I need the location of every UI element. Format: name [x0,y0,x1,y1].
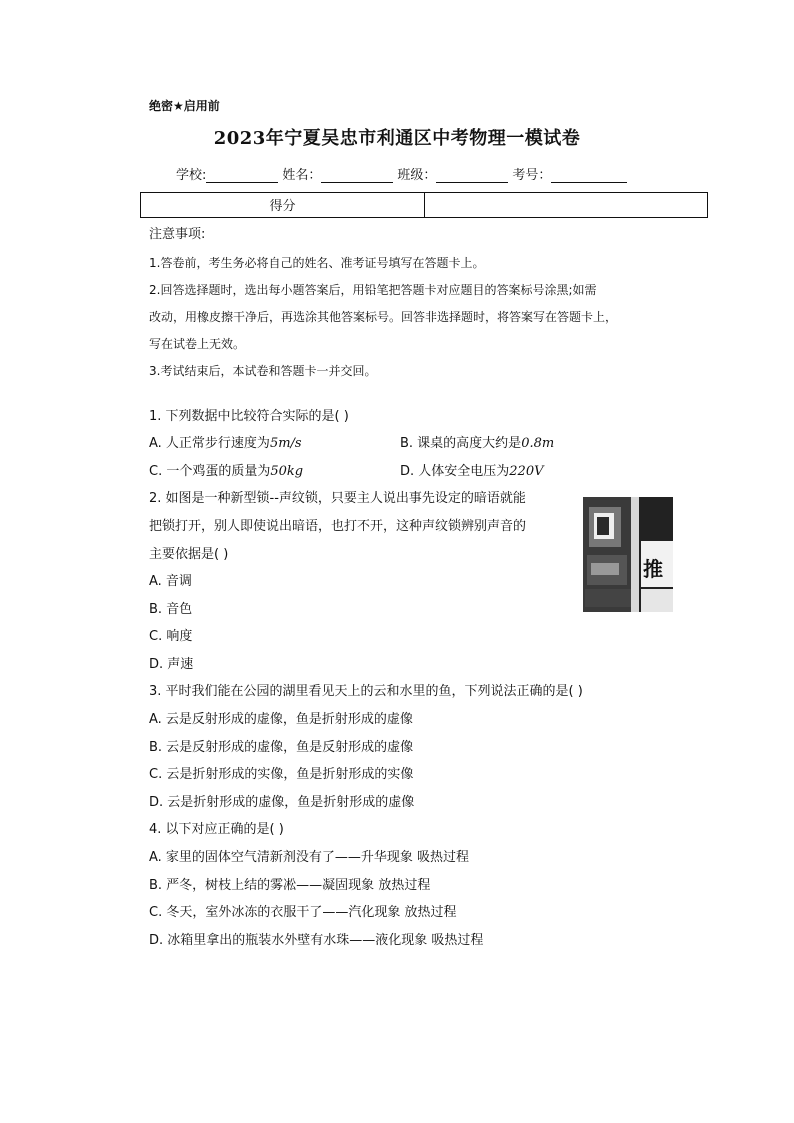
question-2-option-c: C. 响度 [149,629,193,644]
class-label: 班级： [397,168,437,183]
question-1-option-c [149,460,303,479]
note-line: 1.答卷前，考生务必将自己的姓名、准考证号填写在答题卡上。 [149,256,485,270]
exam-no-label: 考号： [512,168,552,183]
name-label: 姓名： [282,168,322,183]
score-label: 得分 [141,193,425,217]
question-3-option-b: B. 云是反射形成的虚像，鱼是反射形成的虚像 [149,740,414,755]
option-value: 220V [509,464,544,479]
question-1-stem: 1. 下列数据中比较符合实际的是( ) [149,409,349,424]
question-1-option-b [400,432,554,451]
question-4-option-c: C. 冬天，室外冰冻的衣服干了——汽化现象 放热过程 [149,905,457,920]
option-value: 5m/s [269,436,302,451]
class-field[interactable] [436,168,508,183]
question-2-option-d: D. 声速 [149,657,194,672]
question-4-option-d: D. 冰箱里拿出的瓶装水外壁有水珠——液化现象 吸热过程 [149,933,484,948]
question-3-option-c: C. 云是折射形成的实像，鱼是折射形成的实像 [149,767,414,782]
question-4-stem: 4. 以下对应正确的是( ) [149,822,284,837]
question-1-option-a [149,432,302,451]
question-3-option-d: D. 云是折射形成的虚像，鱼是折射形成的虚像 [149,795,415,810]
note-line: 写在试卷上无效。 [149,337,246,351]
option-text: B. 课桌的高度大约是 [400,436,522,451]
question-3-stem: 3. 平时我们能在公园的湖里看见天上的云和水里的鱼，下列说法正确的是( ) [149,684,583,699]
name-field[interactable] [321,168,393,183]
note-line: 2.回答选择题时，选出每小题答案后，用铅笔把答题卡对应题目的答案标号涂黑;如需 [149,283,597,297]
voice-lock-photo [583,497,673,612]
score-table [140,192,708,218]
option-text: C. 一个鸡蛋的质量为 [149,464,271,479]
exam-title: 2023年宁夏吴忠市利通区中考物理一模试卷 [213,128,581,149]
option-text: D. 人体安全电压为 [400,464,510,479]
question-2-option-a: A. 音调 [149,574,192,589]
exam-no-field[interactable] [551,168,627,183]
notes-title: 注意事项: [149,227,206,242]
option-value: 50kg [270,464,304,479]
option-text: A. 人正常步行速度为 [149,436,270,451]
question-2-stem-line: 把锁打开，别人即使说出暗语，也打不开，这种声纹锁辨别声音的 [149,519,527,534]
note-line: 3.考试结束后，本试卷和答题卡一并交回。 [149,364,377,378]
photo-push-sign: 推 [643,557,663,581]
confidential-label: 绝密★启用前 [149,99,220,113]
question-2-stem-line: 主要依据是( ) [149,547,229,562]
question-2-stem-line: 2. 如图是一种新型锁--声纹锁，只要主人说出事先设定的暗语就能 [149,491,526,506]
question-2-option-b: B. 音色 [149,602,193,617]
note-line: 改动，用橡皮擦干净后，再选涂其他答案标号。回答非选择题时，将答案写在答题卡上， [149,310,618,324]
question-1-option-d [400,460,543,479]
question-4-option-b: B. 严冬，树枝上结的雾凇——凝固现象 放热过程 [149,878,431,893]
school-field[interactable] [206,168,278,183]
option-value: 0.8m [521,436,555,451]
student-info-line [176,164,631,183]
score-value-cell[interactable] [425,193,707,217]
school-label: 学校: [176,168,207,183]
question-4-option-a: A. 家里的固体空气清新剂没有了——升华现象 吸热过程 [149,850,470,865]
question-3-option-a: A. 云是反射形成的虚像，鱼是折射形成的虚像 [149,712,413,727]
